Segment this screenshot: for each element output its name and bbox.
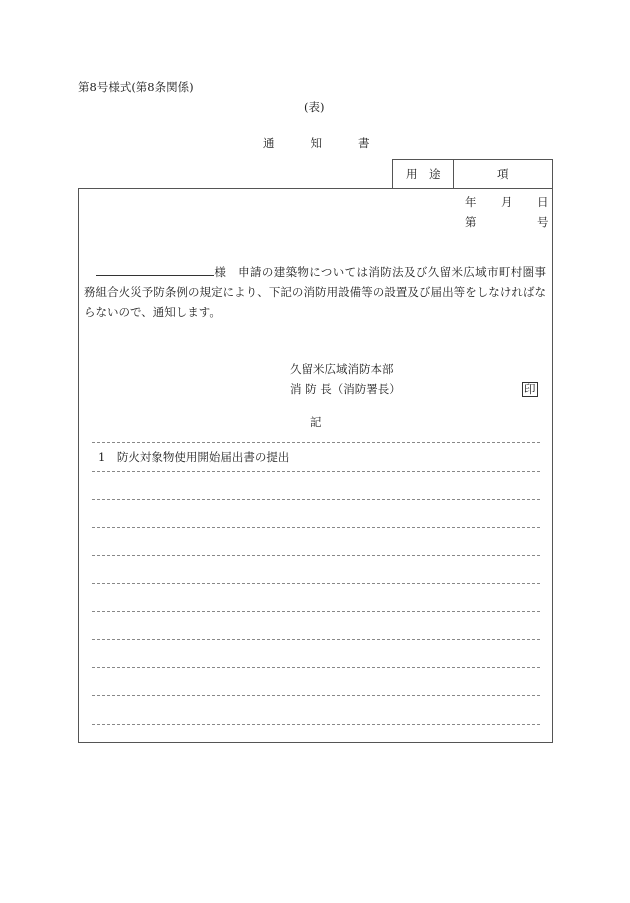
document-title [263, 136, 370, 150]
record-heading: 記 [310, 415, 322, 429]
dotted-line [92, 527, 540, 528]
number-suffix: 号 [537, 215, 549, 229]
usage-value: 項 [497, 167, 509, 181]
title-char: 通 [263, 136, 275, 150]
dotted-line [92, 442, 540, 443]
form-number: 第8号様式(第8条関係) [78, 80, 194, 94]
recipient-name-blank[interactable] [96, 263, 214, 276]
date-month: 月 [501, 195, 513, 209]
dotted-line [92, 695, 540, 696]
usage-divider [453, 159, 454, 189]
dotted-line [92, 639, 540, 640]
notice-body [84, 262, 546, 322]
usage-label: 用 途 [406, 167, 441, 181]
dotted-line [92, 667, 540, 668]
dotted-line [92, 583, 540, 584]
dotted-line [92, 724, 540, 725]
honorific: 様 [214, 265, 227, 279]
side-label: (表) [304, 100, 325, 114]
issuer-organization: 久留米広域消防本部 [290, 362, 394, 376]
title-char: 書 [358, 136, 370, 150]
dotted-line [92, 471, 540, 472]
seal-icon: 印 [524, 382, 536, 396]
title-char: 知 [310, 136, 322, 150]
dotted-line [92, 555, 540, 556]
date-day: 日 [537, 195, 549, 209]
seal-mark [522, 382, 538, 397]
dotted-line [92, 611, 540, 612]
date-year: 年 [465, 195, 477, 209]
notice-text: 申請の建築物については消防法及び久留米広域市町村圏事務組合火災予防条例の規定により、下記の消防用設備等の設置及び届出等をしなければならないので、通知します。 [84, 265, 547, 319]
dotted-line [92, 499, 540, 500]
issuer-title: 消 防 長（消防署長） [290, 382, 401, 396]
list-item: 1 防火対象物使用開始届出書の提出 [98, 450, 290, 464]
number-prefix: 第 [465, 215, 477, 229]
